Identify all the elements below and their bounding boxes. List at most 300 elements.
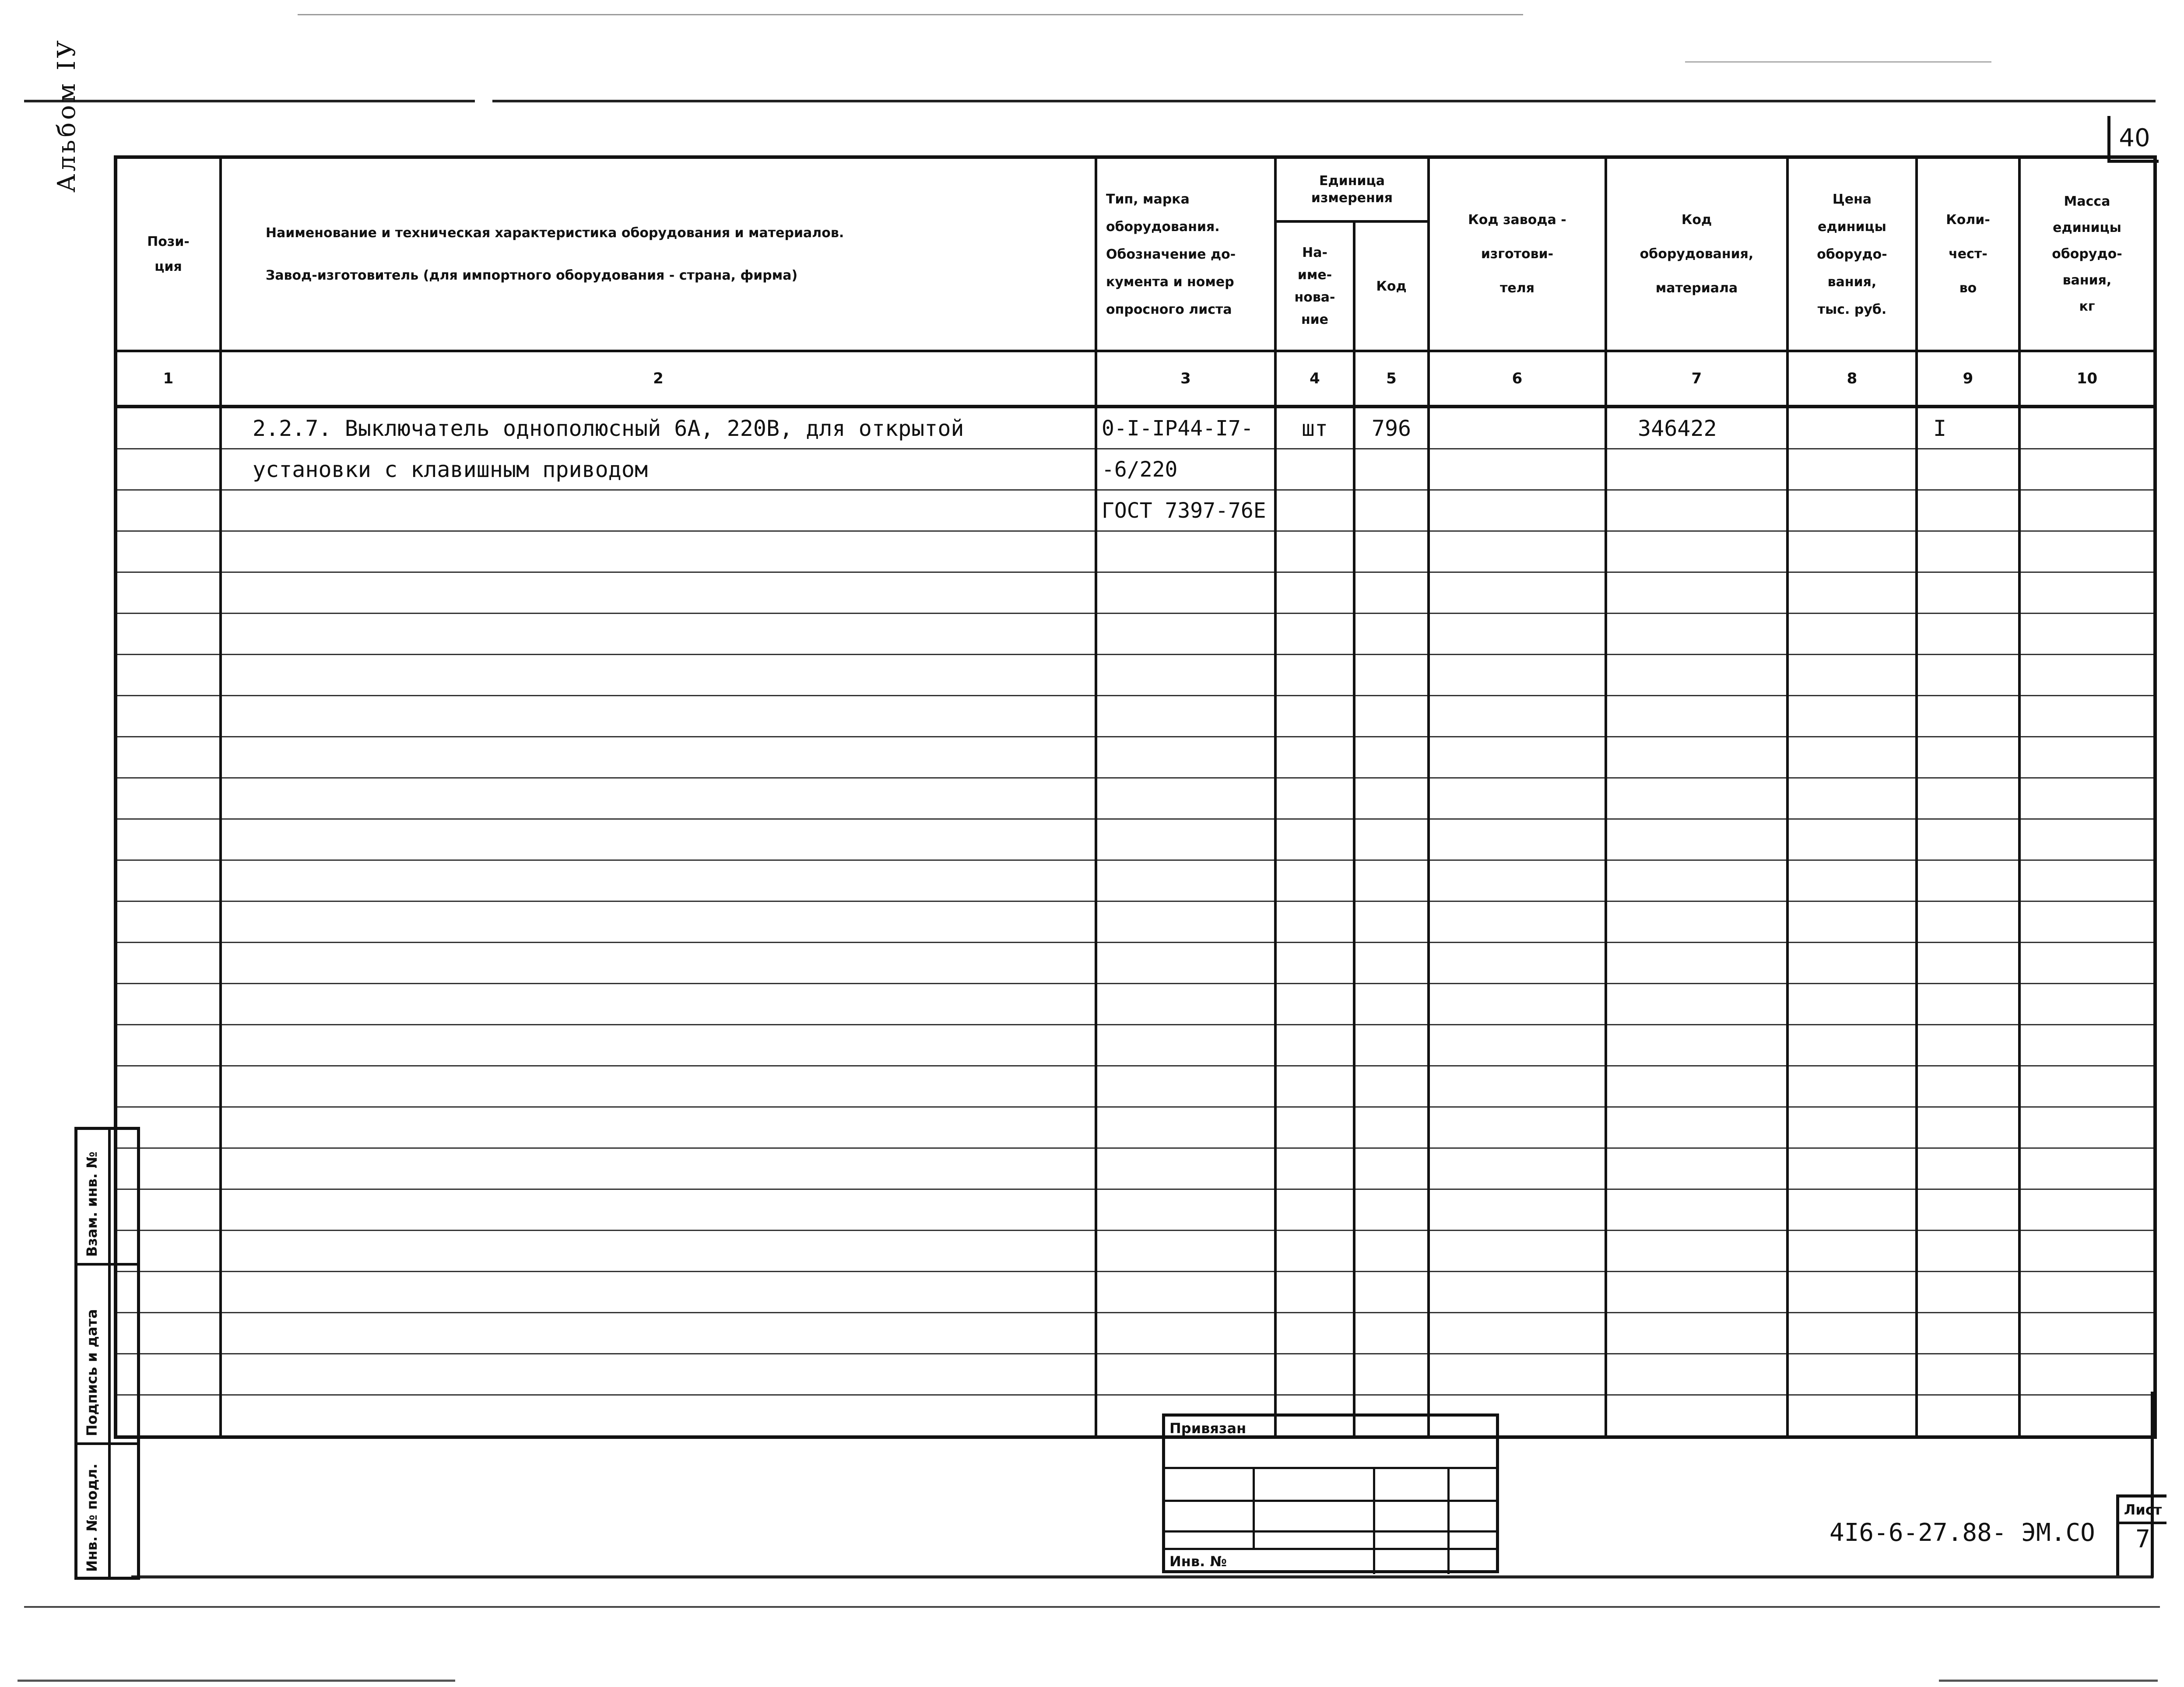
empty-cell xyxy=(1606,1148,1787,1189)
header-name xyxy=(221,157,1096,351)
empty-cell xyxy=(1787,1066,1917,1107)
empty-cell xyxy=(1096,943,1275,984)
empty-cell xyxy=(1917,943,2019,984)
empty-cell xyxy=(2019,737,2155,778)
empty-cell xyxy=(1354,860,1429,901)
empty-cell xyxy=(1429,1148,1606,1189)
empty-cell xyxy=(2019,696,2155,737)
empty-cell xyxy=(221,1107,1096,1148)
cell-quantity: I xyxy=(1917,407,2019,449)
empty-cell xyxy=(1275,1272,1354,1313)
empty-cell xyxy=(1787,1395,1917,1438)
cell-mass xyxy=(2019,407,2155,449)
empty-cell xyxy=(1275,1025,1354,1066)
empty-cell xyxy=(1275,1313,1354,1354)
header-factory-code: Код завода - изготови- теля xyxy=(1429,157,1606,351)
cell-position xyxy=(116,490,221,531)
empty-cell xyxy=(1354,1272,1429,1313)
empty-cell xyxy=(116,819,221,860)
cell-unit-code: 796 xyxy=(1354,407,1429,449)
table-row-empty xyxy=(116,778,2155,819)
empty-cell xyxy=(116,737,221,778)
empty-cell xyxy=(1429,984,1606,1025)
column-number: 1 xyxy=(116,351,221,407)
sheet-box xyxy=(2116,1494,2166,1575)
empty-cell xyxy=(2019,1066,2155,1107)
empty-cell xyxy=(1096,1231,1275,1272)
empty-cell xyxy=(2019,614,2155,655)
empty-cell xyxy=(1096,1107,1275,1148)
empty-cell xyxy=(2019,1025,2155,1066)
cell-position xyxy=(116,407,221,449)
empty-cell xyxy=(221,984,1096,1025)
empty-cell xyxy=(1606,737,1787,778)
empty-cell xyxy=(221,614,1096,655)
empty-cell xyxy=(1606,901,1787,943)
page-number: 40 xyxy=(2107,116,2159,163)
column-number: 9 xyxy=(1917,351,2019,407)
empty-cell xyxy=(1787,1231,1917,1272)
empty-cell xyxy=(1096,1148,1275,1189)
empty-cell xyxy=(1917,1354,2019,1395)
empty-cell xyxy=(1787,1189,1917,1231)
empty-cell xyxy=(1096,696,1275,737)
empty-cell xyxy=(2019,1272,2155,1313)
header-quantity: Коли- чест- во xyxy=(1917,157,2019,351)
empty-cell xyxy=(1606,1189,1787,1231)
empty-cell xyxy=(1787,1025,1917,1066)
empty-cell xyxy=(1917,614,2019,655)
empty-cell xyxy=(1275,737,1354,778)
empty-cell xyxy=(221,1025,1096,1066)
empty-cell xyxy=(2019,1107,2155,1148)
empty-cell xyxy=(1606,1272,1787,1313)
empty-cell xyxy=(1917,860,2019,901)
empty-cell xyxy=(2019,819,2155,860)
empty-cell xyxy=(1787,1272,1917,1313)
empty-cell xyxy=(1917,737,2019,778)
empty-cell xyxy=(116,572,221,614)
cell-mass xyxy=(2019,490,2155,531)
empty-cell xyxy=(1429,1313,1606,1354)
table-row-empty xyxy=(116,655,2155,696)
empty-cell xyxy=(1275,943,1354,984)
empty-cell xyxy=(221,1066,1096,1107)
empty-cell xyxy=(1275,655,1354,696)
empty-cell xyxy=(1275,614,1354,655)
header-mass: Масса единицы оборудо- вания, кг xyxy=(2019,157,2155,351)
cell-unit-name: шт xyxy=(1275,407,1354,449)
empty-cell xyxy=(1606,943,1787,984)
empty-cell xyxy=(1606,984,1787,1025)
empty-cell xyxy=(2019,1148,2155,1189)
empty-cell xyxy=(1606,1066,1787,1107)
album-label: Альбом IУ xyxy=(53,38,81,193)
header-unit-name: На- име- нова- ние xyxy=(1275,221,1354,351)
empty-cell xyxy=(1429,655,1606,696)
empty-cell xyxy=(1787,1313,1917,1354)
empty-cell xyxy=(1917,1313,2019,1354)
table-row-empty xyxy=(116,1395,2155,1438)
empty-cell xyxy=(221,655,1096,696)
empty-cell xyxy=(1429,737,1606,778)
column-number: 4 xyxy=(1275,351,1354,407)
empty-cell xyxy=(1429,1272,1606,1313)
empty-cell xyxy=(221,737,1096,778)
empty-cell xyxy=(1354,1066,1429,1107)
empty-cell xyxy=(1275,696,1354,737)
empty-cell xyxy=(2019,778,2155,819)
table-row-empty xyxy=(116,1354,2155,1395)
empty-cell xyxy=(116,943,221,984)
empty-cell xyxy=(1787,984,1917,1025)
empty-cell xyxy=(1354,696,1429,737)
empty-cell xyxy=(1354,1025,1429,1066)
empty-cell xyxy=(116,1066,221,1107)
column-number: 5 xyxy=(1354,351,1429,407)
empty-cell xyxy=(1606,819,1787,860)
empty-cell xyxy=(1429,860,1606,901)
header-name-line1: Наименование и техническая характеристика оборудования и материалов. xyxy=(266,225,844,241)
table-row-empty xyxy=(116,1066,2155,1107)
empty-cell xyxy=(1275,901,1354,943)
empty-cell xyxy=(2019,984,2155,1025)
empty-cell xyxy=(116,696,221,737)
column-number: 10 xyxy=(2019,351,2155,407)
empty-cell xyxy=(1787,901,1917,943)
empty-cell xyxy=(1606,778,1787,819)
empty-cell xyxy=(1096,901,1275,943)
table-row-empty xyxy=(116,901,2155,943)
cell-name: установки с клавишным приводом xyxy=(221,449,1096,490)
cell-factory-code xyxy=(1429,407,1606,449)
empty-cell xyxy=(221,943,1096,984)
table-row-empty xyxy=(116,984,2155,1025)
side-inv-original: Инв. № подл. xyxy=(84,1463,100,1572)
empty-cell xyxy=(1354,1354,1429,1395)
header-position: Пози- ция xyxy=(116,157,221,351)
empty-cell xyxy=(1275,1231,1354,1272)
empty-cell xyxy=(1275,860,1354,901)
sheet-number: 7 xyxy=(2135,1525,2150,1554)
empty-cell xyxy=(221,901,1096,943)
empty-cell xyxy=(221,1189,1096,1231)
table-row xyxy=(116,490,2155,531)
empty-cell xyxy=(221,1313,1096,1354)
empty-cell xyxy=(1096,1272,1275,1313)
empty-cell xyxy=(1275,819,1354,860)
cell-quantity xyxy=(1917,449,2019,490)
empty-cell xyxy=(116,614,221,655)
empty-cell xyxy=(2019,1395,2155,1438)
cell-position xyxy=(116,449,221,490)
empty-cell xyxy=(1606,1231,1787,1272)
specification-table xyxy=(114,155,2157,1439)
empty-cell xyxy=(2019,1189,2155,1231)
table-row-empty xyxy=(116,1107,2155,1148)
empty-cell xyxy=(1354,901,1429,943)
cell-unit-name xyxy=(1275,490,1354,531)
side-cell-signature xyxy=(77,1266,137,1445)
empty-cell xyxy=(1787,778,1917,819)
empty-cell xyxy=(2019,943,2155,984)
table-row-empty xyxy=(116,1313,2155,1354)
empty-cell xyxy=(1917,819,2019,860)
cell-unit-name xyxy=(1275,449,1354,490)
empty-cell xyxy=(116,1025,221,1066)
empty-cell xyxy=(1429,1189,1606,1231)
table-row-empty xyxy=(116,696,2155,737)
empty-cell xyxy=(1787,1107,1917,1148)
empty-cell xyxy=(1429,819,1606,860)
empty-cell xyxy=(1787,572,1917,614)
empty-cell xyxy=(1429,614,1606,655)
table-row-empty xyxy=(116,572,2155,614)
empty-cell xyxy=(1275,984,1354,1025)
header-type: Тип, марка оборудования. Обозначение до- кумента и номер опросного листа xyxy=(1096,157,1275,351)
empty-cell xyxy=(1096,1066,1275,1107)
empty-cell xyxy=(116,655,221,696)
column-number: 3 xyxy=(1096,351,1275,407)
empty-cell xyxy=(1096,1189,1275,1231)
empty-cell xyxy=(116,778,221,819)
empty-cell xyxy=(221,1354,1096,1395)
empty-cell xyxy=(1917,696,2019,737)
empty-cell xyxy=(116,901,221,943)
table-row-empty xyxy=(116,737,2155,778)
table-row-empty xyxy=(116,1272,2155,1313)
empty-cell xyxy=(1429,696,1606,737)
empty-cell xyxy=(221,1148,1096,1189)
empty-cell xyxy=(1275,1189,1354,1231)
cell-price xyxy=(1787,490,1917,531)
empty-cell xyxy=(1354,572,1429,614)
empty-cell xyxy=(1429,1107,1606,1148)
cell-mass xyxy=(2019,449,2155,490)
table-row-empty xyxy=(116,531,2155,572)
cell-name xyxy=(221,490,1096,531)
empty-cell xyxy=(1354,1107,1429,1148)
table-row-empty xyxy=(116,614,2155,655)
column-number: 2 xyxy=(221,351,1096,407)
empty-cell xyxy=(1096,572,1275,614)
empty-cell xyxy=(1917,1025,2019,1066)
cell-type: -6/220 xyxy=(1096,449,1275,490)
empty-cell xyxy=(1606,614,1787,655)
empty-cell xyxy=(1917,778,2019,819)
side-signature-date: Подпись и дата xyxy=(84,1309,100,1436)
empty-cell xyxy=(1096,1025,1275,1066)
empty-cell xyxy=(1787,614,1917,655)
empty-cell xyxy=(1429,1066,1606,1107)
column-number-row xyxy=(116,351,2155,407)
empty-cell xyxy=(116,860,221,901)
empty-cell xyxy=(1606,1107,1787,1148)
empty-cell xyxy=(1354,778,1429,819)
cell-equipment-code xyxy=(1606,490,1787,531)
cell-equipment-code: 346422 xyxy=(1606,407,1787,449)
empty-cell xyxy=(1096,860,1275,901)
empty-cell xyxy=(221,778,1096,819)
header-equipment-code: Код оборудования, материала xyxy=(1606,157,1787,351)
document-code: 4I6-6-27.88- ЭМ.СО xyxy=(1829,1519,2095,1547)
empty-cell xyxy=(221,860,1096,901)
empty-cell xyxy=(1429,778,1606,819)
empty-cell xyxy=(1096,984,1275,1025)
empty-cell xyxy=(221,1395,1096,1438)
table-row-empty xyxy=(116,943,2155,984)
empty-cell xyxy=(1917,1189,2019,1231)
empty-cell xyxy=(1917,531,2019,572)
empty-cell xyxy=(1606,696,1787,737)
cell-name: 2.2.7. Выключатель однополюсный 6А, 220В, для открытой xyxy=(221,407,1096,449)
empty-cell xyxy=(1787,655,1917,696)
cell-factory-code xyxy=(1429,490,1606,531)
empty-cell xyxy=(1787,860,1917,901)
empty-cell xyxy=(1354,655,1429,696)
empty-cell xyxy=(221,572,1096,614)
empty-cell xyxy=(1787,696,1917,737)
empty-cell xyxy=(1096,1354,1275,1395)
empty-cell xyxy=(221,1272,1096,1313)
empty-cell xyxy=(1917,1066,2019,1107)
empty-cell xyxy=(1787,1354,1917,1395)
empty-cell xyxy=(1429,943,1606,984)
cell-factory-code xyxy=(1429,449,1606,490)
empty-cell xyxy=(1606,860,1787,901)
empty-cell xyxy=(1096,531,1275,572)
empty-cell xyxy=(1606,531,1787,572)
header-name-line2: Завод-изготовитель (для импортного оборудования - страна, фирма) xyxy=(266,268,798,283)
empty-cell xyxy=(1917,901,2019,943)
empty-cell xyxy=(1354,1189,1429,1231)
empty-cell xyxy=(1787,1148,1917,1189)
header-row xyxy=(116,157,2155,221)
inv-number-label: Инв. № xyxy=(1169,1553,1227,1570)
header-unit: Единица измерения xyxy=(1275,157,1429,221)
side-cell-inv-original xyxy=(77,1445,137,1577)
bound-label: Привязан xyxy=(1169,1420,1246,1437)
empty-cell xyxy=(2019,860,2155,901)
header-unit-code: Код xyxy=(1354,221,1429,351)
empty-cell xyxy=(1917,1231,2019,1272)
empty-cell xyxy=(1354,984,1429,1025)
empty-cell xyxy=(1354,1231,1429,1272)
cell-unit-code xyxy=(1354,490,1429,531)
empty-cell xyxy=(1429,901,1606,943)
empty-cell xyxy=(1787,737,1917,778)
cell-equipment-code xyxy=(1606,449,1787,490)
empty-cell xyxy=(2019,655,2155,696)
table-row xyxy=(116,407,2155,449)
empty-cell xyxy=(1787,819,1917,860)
empty-cell xyxy=(1917,984,2019,1025)
empty-cell xyxy=(1354,531,1429,572)
empty-cell xyxy=(2019,1354,2155,1395)
cell-type: 0-I-IP44-I7- xyxy=(1096,407,1275,449)
empty-cell xyxy=(1606,1395,1787,1438)
empty-cell xyxy=(1096,655,1275,696)
column-number: 8 xyxy=(1787,351,1917,407)
empty-cell xyxy=(2019,901,2155,943)
empty-cell xyxy=(116,531,221,572)
empty-cell xyxy=(2019,531,2155,572)
empty-cell xyxy=(1354,819,1429,860)
empty-cell xyxy=(1096,819,1275,860)
empty-cell xyxy=(1275,572,1354,614)
title-block xyxy=(1162,1413,1499,1573)
empty-cell xyxy=(1787,531,1917,572)
side-replace-inv: Взам. инв. № xyxy=(84,1151,100,1257)
empty-cell xyxy=(221,696,1096,737)
column-number: 6 xyxy=(1429,351,1606,407)
empty-cell xyxy=(1275,778,1354,819)
table-row-empty xyxy=(116,1189,2155,1231)
empty-cell xyxy=(2019,572,2155,614)
empty-cell xyxy=(1787,943,1917,984)
empty-cell xyxy=(1606,1025,1787,1066)
empty-cell xyxy=(2019,1313,2155,1354)
empty-cell xyxy=(116,984,221,1025)
empty-cell xyxy=(1429,531,1606,572)
empty-cell xyxy=(1096,778,1275,819)
cell-price xyxy=(1787,407,1917,449)
side-stamp xyxy=(74,1127,140,1580)
empty-cell xyxy=(1275,1354,1354,1395)
empty-cell xyxy=(1275,1148,1354,1189)
empty-cell xyxy=(1606,1313,1787,1354)
empty-cell xyxy=(1917,1395,2019,1438)
empty-cell xyxy=(1354,1313,1429,1354)
table-row-empty xyxy=(116,1231,2155,1272)
empty-cell xyxy=(221,819,1096,860)
empty-cell xyxy=(1429,572,1606,614)
empty-cell xyxy=(1354,943,1429,984)
empty-cell xyxy=(1275,531,1354,572)
column-number: 7 xyxy=(1606,351,1787,407)
table-row-empty xyxy=(116,1148,2155,1189)
empty-cell xyxy=(1429,1231,1606,1272)
empty-cell xyxy=(1429,1354,1606,1395)
empty-cell xyxy=(1275,1107,1354,1148)
empty-cell xyxy=(1917,655,2019,696)
table-row-empty xyxy=(116,860,2155,901)
empty-cell xyxy=(221,1231,1096,1272)
empty-cell xyxy=(1275,1066,1354,1107)
table-row-empty xyxy=(116,819,2155,860)
empty-cell xyxy=(1606,655,1787,696)
empty-cell xyxy=(1354,1148,1429,1189)
empty-cell xyxy=(1354,614,1429,655)
empty-cell xyxy=(1917,1272,2019,1313)
empty-cell xyxy=(1917,1107,2019,1148)
table-row-empty xyxy=(116,1025,2155,1066)
empty-cell xyxy=(2019,1231,2155,1272)
table-row xyxy=(116,449,2155,490)
cell-price xyxy=(1787,449,1917,490)
empty-cell xyxy=(1096,1313,1275,1354)
cell-unit-code xyxy=(1354,449,1429,490)
empty-cell xyxy=(1096,737,1275,778)
empty-cell xyxy=(221,531,1096,572)
empty-cell xyxy=(1606,1354,1787,1395)
header-price: Цена единицы оборудо- вания, тыс. руб. xyxy=(1787,157,1917,351)
sheet-label: Лист xyxy=(2119,1498,2166,1524)
empty-cell xyxy=(1429,1025,1606,1066)
empty-cell xyxy=(1917,1148,2019,1189)
side-cell-replace-inv xyxy=(77,1130,137,1266)
empty-cell xyxy=(1354,737,1429,778)
